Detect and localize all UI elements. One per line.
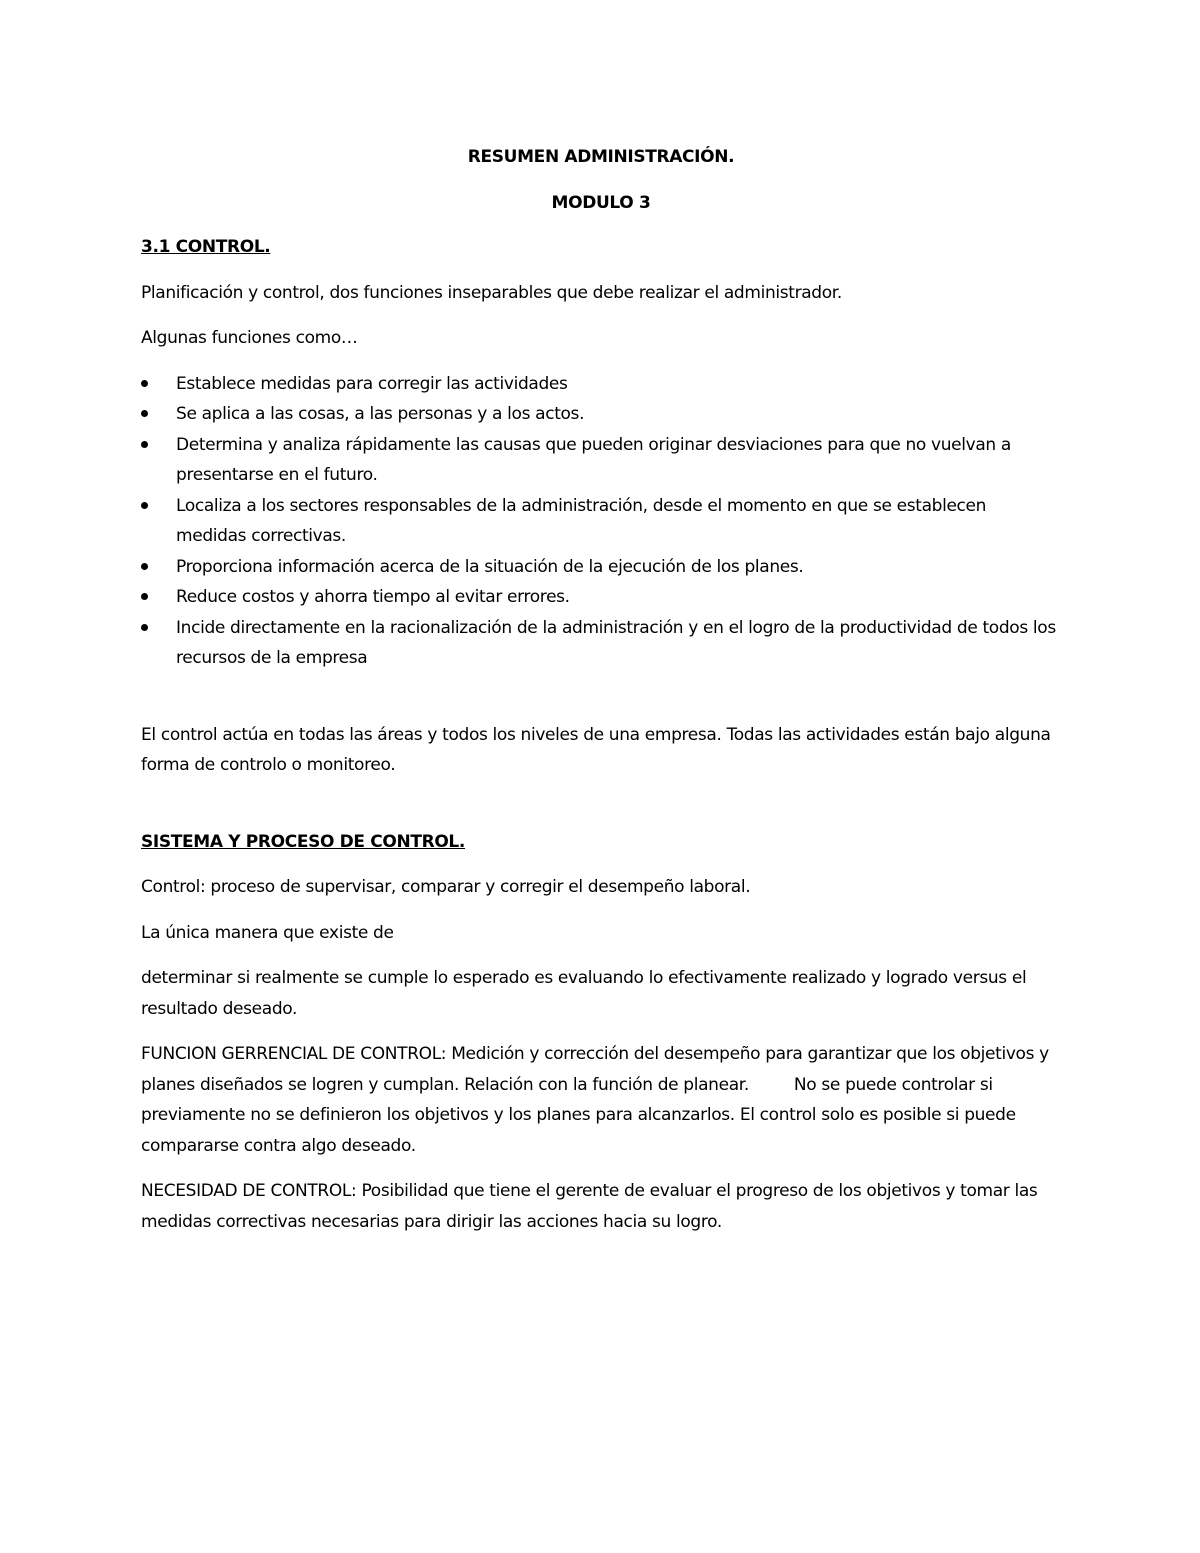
list-item — [141, 552, 1061, 583]
necesidad-paragraph: NECESIDAD DE CONTROL: Posibilidad que tiene el gerente de evaluar el progreso de los objetivos y tomar las medidas correctivas necesarias para dirigir las acciones hacia su logro. — [141, 1181, 1038, 1232]
intro-paragraph: Planificación y control, dos funciones inseparables que debe realizar el administrador. — [141, 282, 842, 303]
bullet-icon — [141, 410, 148, 417]
list-item-text: Incide directamente en la racionalización de la administración y en el logro de la productividad de todos los recursos de la empresa — [176, 617, 1056, 668]
section-heading-sistema: SISTEMA Y PROCESO DE CONTROL. — [141, 831, 466, 852]
bullet-icon — [141, 380, 148, 387]
paragraph-line-a: La única manera que existe de — [141, 922, 394, 943]
list-item — [141, 399, 1061, 430]
list-item-text: Se aplica a las cosas, a las personas y a los actos. — [176, 404, 585, 424]
list-intro: Algunas funciones como… — [141, 328, 358, 348]
list-item — [141, 582, 1061, 613]
closing-paragraph: El control actúa en todas las áreas y todos los niveles de una empresa. Todas las actividades están bajo alguna forma de controlo o monitoreo. — [141, 724, 1051, 775]
document-page — [141, 142, 1061, 1252]
list-item-text: Reduce costos y ahorra tiempo al evitar errores. — [176, 587, 570, 607]
bullet-icon — [141, 624, 148, 631]
funcion-gerencial-paragraph — [141, 1039, 1061, 1161]
list-item-text: Localiza a los sectores responsables de la administración, desde el momento en que se establecen medidas correctivas. — [176, 495, 987, 546]
document-subtitle: MODULO 3 — [551, 192, 651, 213]
bullet-icon — [141, 593, 148, 600]
document-title: RESUMEN ADMINISTRACIÓN. — [467, 147, 735, 167]
functions-list — [141, 369, 1061, 674]
bullet-icon — [141, 502, 148, 509]
definition-paragraph: Control: proceso de supervisar, comparar y corregir el desempeño laboral. — [141, 877, 751, 897]
bullet-icon — [141, 441, 148, 448]
funcion-text-part2: No se puede controlar si previamente no se definieron los objetivos y los planes para alcanzarlos. El control solo es posible si puede compararse contra algo deseado. — [141, 1074, 1016, 1156]
list-item — [141, 491, 1061, 552]
list-item-text: Proporciona información acerca de la situación de la ejecución de los planes. — [176, 556, 804, 577]
paragraph-line-b: determinar si realmente se cumple lo esperado es evaluando lo efectivamente realizado y logrado versus el resultado deseado. — [141, 968, 1027, 1019]
bullet-icon — [141, 563, 148, 570]
list-item — [141, 369, 1061, 400]
funcion-text-part1: FUNCION GERRENCIAL DE CONTROL: Medición y corrección del desempeño para garantizar que los objetivos y planes diseñados se logren y cumplan. Relación con la función de planear. — [141, 1044, 1049, 1095]
list-item-text: Determina y analiza rápidamente las causas que pueden originar desviaciones para que no vuelvan a presentarse en el futuro. — [176, 434, 1011, 485]
list-item — [141, 613, 1061, 674]
list-item — [141, 430, 1061, 491]
section-heading-control: 3.1 CONTROL. — [141, 237, 271, 257]
list-item-text: Establece medidas para corregir las actividades — [176, 373, 568, 394]
